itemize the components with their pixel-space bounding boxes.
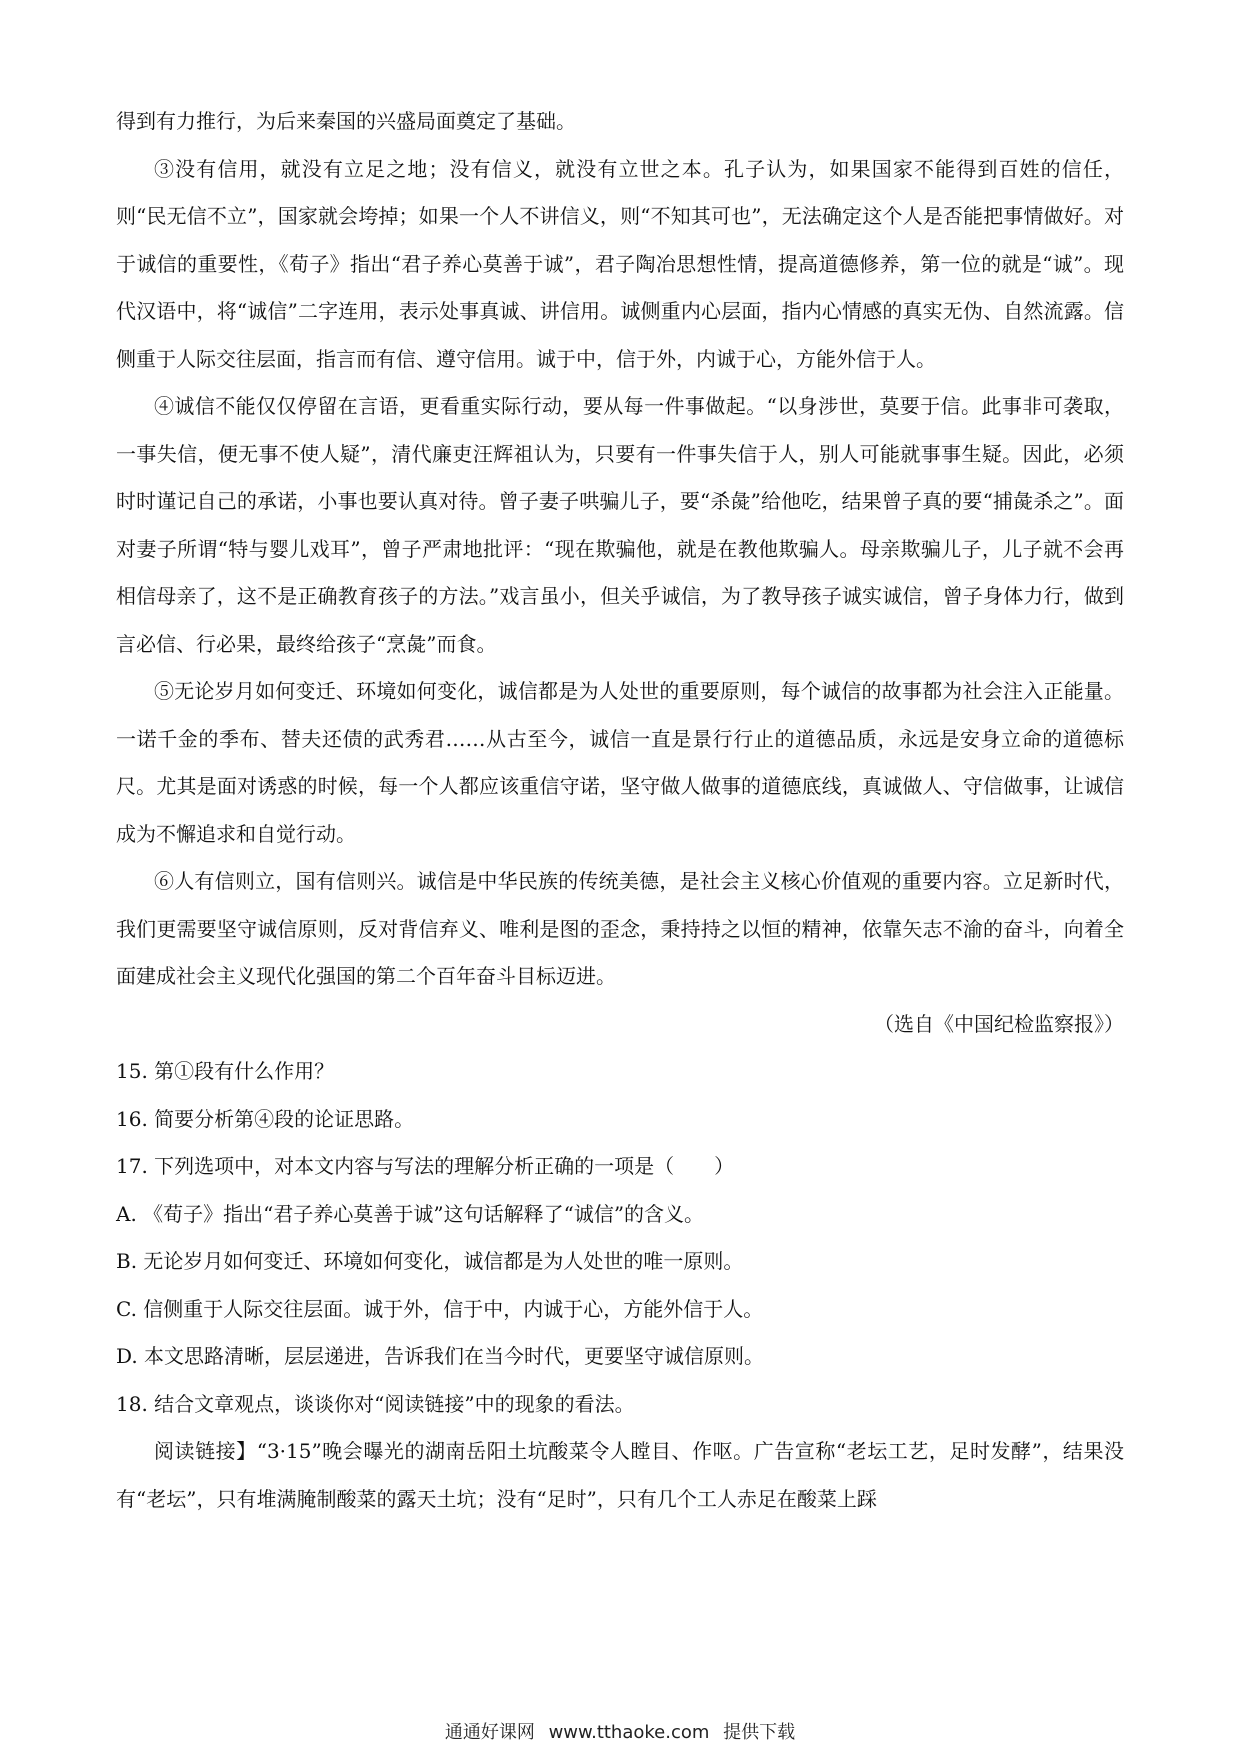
footer-site-name: 通通好课网	[444, 1722, 535, 1743]
question-17-option-c: C. 信侧重于人际交往层面。诚于外，信于中，内诚于心，方能外信于人。	[116, 1296, 764, 1321]
footer-suffix: 提供下载	[723, 1722, 796, 1743]
question-18: 18. 结合文章观点，谈谈你对“阅读链接”中的现象的看法。	[116, 1391, 635, 1416]
question-17-option-b: B. 无论岁月如何变迁、环境如何变化，诚信都是为人处世的唯一原则。	[116, 1249, 744, 1273]
passage-continuation: 得到有力推行，为后来秦国的兴盛局面奠定了基础。	[116, 109, 576, 133]
reading-link-paragraph: 阅读链接】“3·15”晚会曝光的湖南岳阳土坑酸菜令人瞠目、作呕。广告宣称“老坛工艺，足时发酵”，结果没有“老坛”，只有堆满腌制酸菜的露天土坑；没有“足时”，只有几个工人赤足在酸菜上踩	[116, 1439, 1124, 1511]
question-16: 16. 简要分析第④段的论证思路。	[116, 1106, 415, 1131]
passage-paragraph-4: ④诚信不能仅仅停留在言语，更看重实际行动，要从每一件事做起。“以身涉世，莫要于信。此事非可袭取，一事失信，便无事不使人疑”，清代廉吏汪辉祖认为，只要有一件事失信于人，别人可能就事事生疑。因此，必须时时谨记自己的承诺，小事也要认真对待。曾子妻子哄骗儿子，要“杀彘”给他吃，结果曾子真的要“捕彘杀之”。面对妻子所谓“特与婴儿戏耳”，曾子严肃地批评：“现在欺骗他，就是在教他欺骗人。母亲欺骗儿子，儿子就不会再相信母亲了，这不是正确教育孩子的方法。”戏言虽小，但关乎诚信，为了教导孩子诚实诚信，曾子身体力行，做到言必信、行必果，最终给孩子“烹彘”而食。	[116, 394, 1124, 656]
passage-paragraph-3: ③没有信用，就没有立足之地；没有信义，就没有立世之本。孔子认为，如果国家不能得到百姓的信任，则“民无信不立”，国家就会垮掉；如果一个人不讲信义，则“不知其可也”，无法确定这个人是否能把事情做好。对于诚信的重要性，《荀子》指出“君子养心莫善于诚”，君子陶冶思想性情，提高道德修养，第一位的就是“诚”。现代汉语中，将“诚信”二字连用，表示处事真诚、讲信用。诚侧重内心层面，指内心情感的真实无伪、自然流露。信侧重于人际交往层面，指言而有信、遵守信用。诚于中，信于外，内诚于心，方能外信于人。	[116, 156, 1124, 371]
question-17: 17. 下列选项中，对本文内容与写法的理解分析正确的一项是（ ）	[116, 1154, 735, 1178]
question-17-option-d: D. 本文思路清晰，层层递进，告诉我们在当今时代，更要坚守诚信原则。	[116, 1344, 765, 1368]
passage-source: （选自《中国纪检监察报》）	[874, 1011, 1124, 1036]
question-15: 15. 第①段有什么作用？	[116, 1059, 335, 1083]
question-17-option-a: A. 《荀子》指出“君子养心莫善于诚”这句话解释了“诚信”的含义。	[116, 1201, 705, 1226]
footer-url: www.tthaoke.com	[548, 1722, 710, 1743]
page-content	[116, 98, 1124, 1523]
passage-paragraph-6: ⑥人有信则立，国有信则兴。诚信是中华民族的传统美德，是社会主义核心价值观的重要内容。立足新时代，我们更需要坚守诚信原则，反对背信弃义、唯利是图的歪念，秉持持之以恒的精神，依靠矢志不渝的奋斗，向着全面建成社会主义现代化强国的第二个百年奋斗目标迈进。	[116, 869, 1124, 988]
page-footer	[0, 1718, 1240, 1744]
passage-paragraph-5: ⑤无论岁月如何变迁、环境如何变化，诚信都是为人处世的重要原则，每个诚信的故事都为社会注入正能量。一诺千金的季布、替夫还债的武秀君……从古至今，诚信一直是景行行止的道德品质，永远是安身立命的道德标尺。尤其是面对诱惑的时候，每一个人都应该重信守诺，坚守做人做事的道德底线，真诚做人、守信做事，让诚信成为不懈追求和自觉行动。	[116, 679, 1124, 846]
